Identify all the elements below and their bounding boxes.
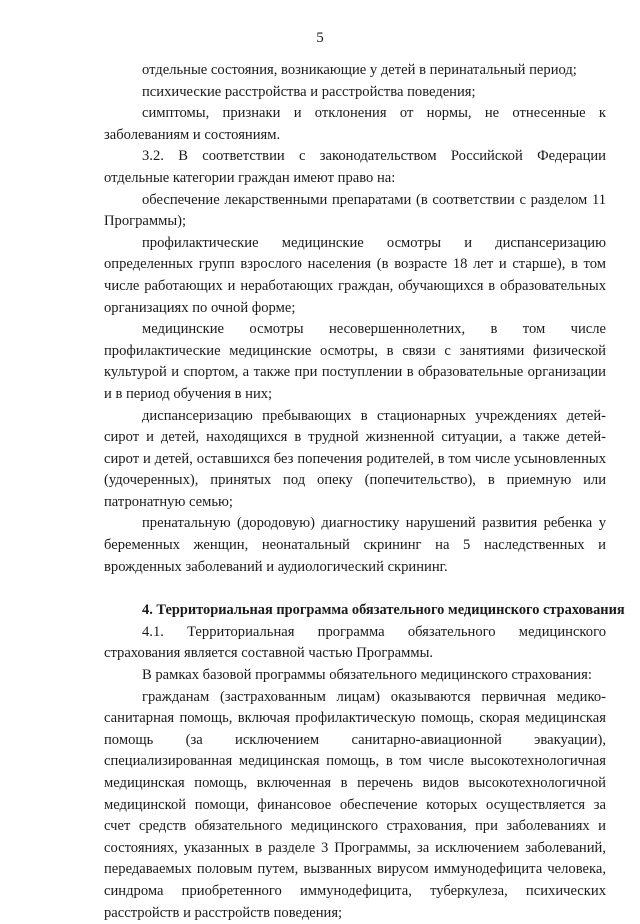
paragraph: диспансеризацию пребывающих в стационарных учреждениях детей-сирот и детей, находящихся в трудной жизненной ситуации, а также детей-сирот и детей, оставшихся без попечения родителей, в том числе усыновленных (удочеренных), принятых под опеку (попечительство), в приемную или патронатную семью; — [104, 407, 606, 510]
paragraph: психические расстройства и расстройства поведения; — [142, 83, 476, 100]
paragraph: гражданам (застрахованным лицам) оказываются первичная медико-санитарная помощь, включая профилактическую помощь, скорая медицинская помощь (за исключением санитарно-авиационной эвакуации), специализированная медицинская помощь, в том числе высокотехнологичная медицинская помощь, включенная в перечень видов высокотехнологичной медицинской помощи, финансовое обеспечение которых осуществляется за счет средств обязательного медицинского страхования, при заболеваниях и состояниях, указанных в разделе 3 Программы, за исключением заболеваний, передаваемых половым путем, вызванных вирусом иммунодефицита человека, синдрома приобретенного иммунодефицита, туберкулеза, психических расстройств и расстройств поведения; — [104, 688, 606, 921]
page-number: 5 — [316, 30, 324, 46]
paragraph: 3.2. В соответствии с законодательством Российской Федерации отдельные категории граждан имеют право на: — [104, 148, 606, 186]
paragraph: медицинские осмотры несовершеннолетних, в том числе профилактические медицинские осмотры, в связи с занятиями физической культурой и спортом, а также при поступлении в образовательные организации и в период обучения в них; — [104, 321, 606, 402]
paragraph: пренатальную (дородовую) диагностику нарушений развития ребенка у беременных женщин, неонатальный скрининг на 5 наследственных и врожденных заболеваний и аудиологический скрининг. — [104, 515, 606, 575]
paragraph: обеспечение лекарственными препаратами (в соответствии с разделом 11 Программы); — [104, 191, 606, 230]
paragraph: В рамках базовой программы обязательного медицинского страхования: — [142, 667, 592, 684]
paragraph: профилактические медицинские осмотры и диспансеризацию определенных групп взрослого населения (в возрасте 18 лет и старше), в том числе работающих и неработающих граждан, обучающихся в образовательных организациях по очной форме; — [104, 234, 606, 316]
document-body — [104, 60, 625, 924]
paragraph: симптомы, признаки и отклонения от нормы, не отнесенные к заболеваниям и состояниям. — [104, 105, 606, 143]
paragraph: отдельные состояния, возникающие у детей в перинатальный период; — [142, 62, 577, 78]
paragraph: 4.1. Территориальная программа обязательного медицинского страхования является составной частью Программы. — [104, 623, 606, 662]
section-heading: 4. Территориальная программа обязательного медицинского страхования — [142, 602, 625, 619]
